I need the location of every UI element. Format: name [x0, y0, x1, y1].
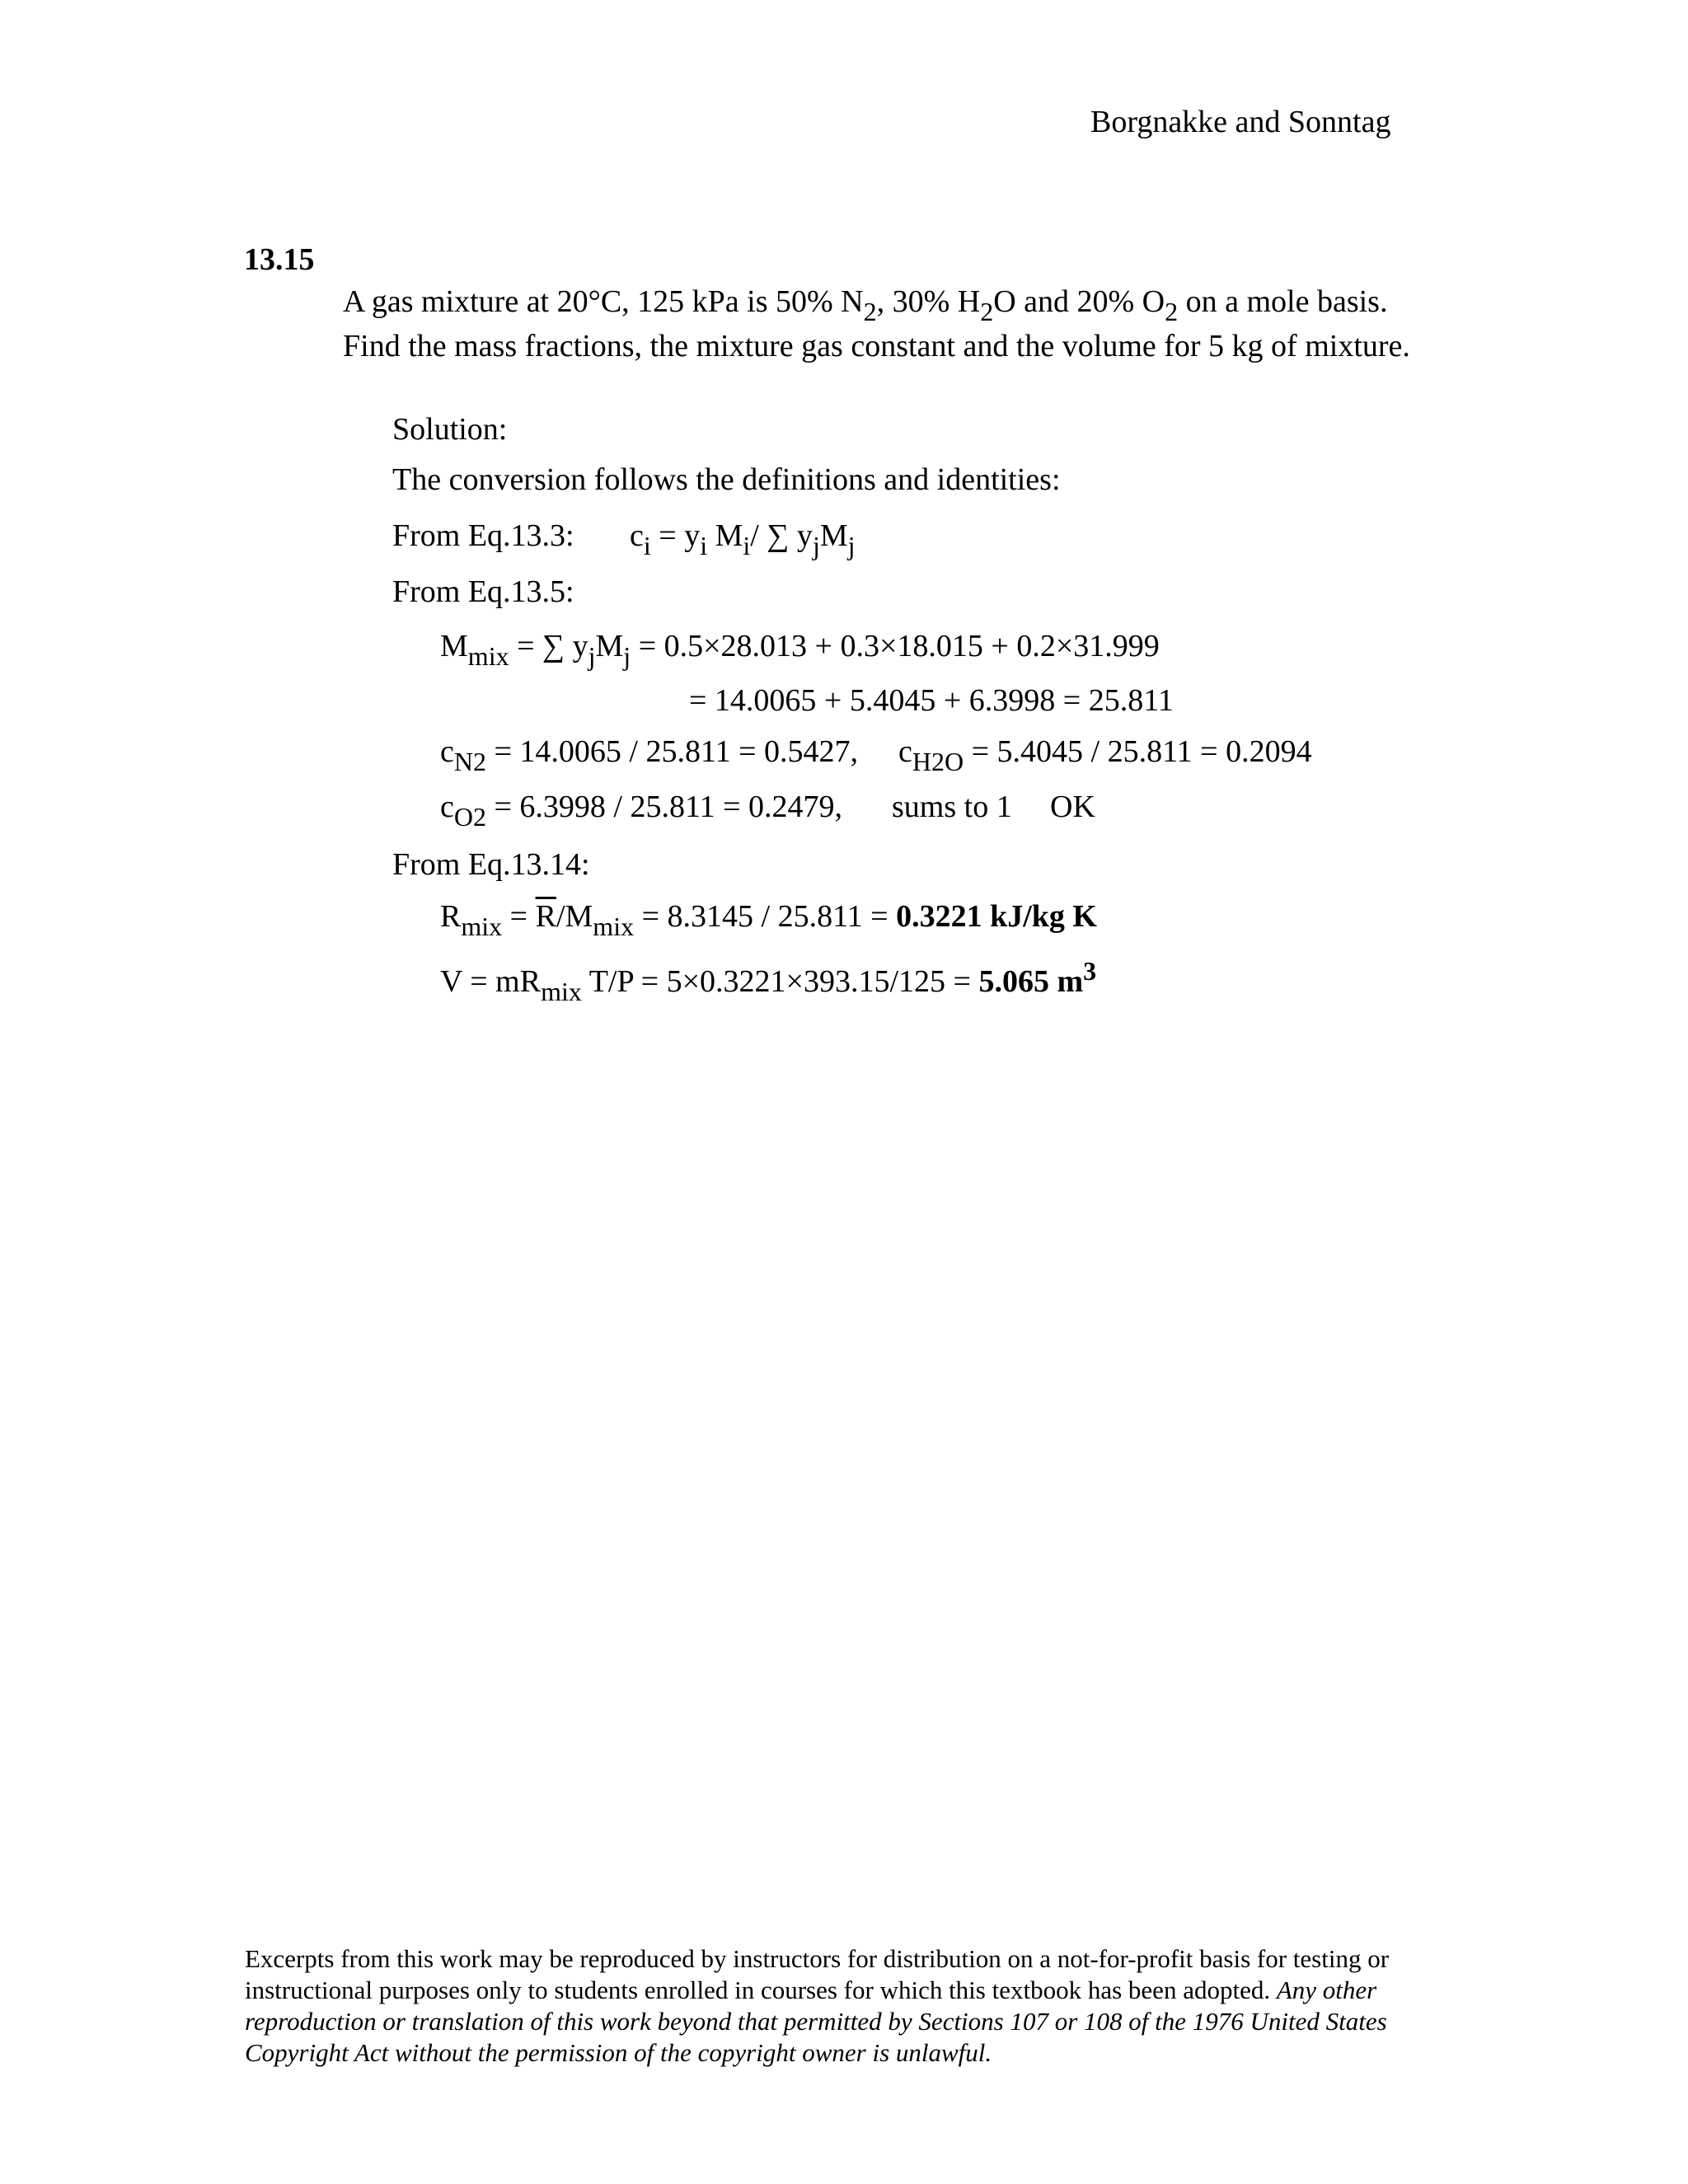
formula-text: c: [440, 734, 454, 769]
eq13-3-formula: [630, 518, 856, 560]
c-h2o-equation: [898, 734, 1312, 776]
formula-text: M: [440, 629, 468, 663]
subscript: mix: [593, 912, 635, 941]
c-n2-equation: [440, 734, 858, 776]
rmix-equation: [440, 899, 1097, 941]
volume-equation: [440, 956, 1097, 1006]
formula-text: = y: [650, 518, 701, 553]
h2o-subscript: 2: [980, 297, 994, 326]
o2-subscript: 2: [1165, 297, 1179, 326]
subscript: i: [743, 531, 751, 560]
subscript: mix: [541, 977, 582, 1006]
mmix-equation: [440, 629, 1160, 671]
formula-text: c: [440, 790, 454, 824]
formula-text: = 6.3998 / 25.811 = 0.2479,: [485, 790, 842, 824]
formula-text: =: [502, 899, 536, 934]
formula-text: c: [898, 734, 912, 769]
volume-result: 5.065 m: [978, 964, 1084, 999]
c-symbol: c: [630, 518, 644, 553]
subscript: i: [700, 531, 708, 560]
subscript: i: [643, 531, 651, 560]
formula-text: = 0.5×28.013 + 0.3×18.015 + 0.2×31.999: [631, 629, 1160, 663]
subscript: O2: [453, 802, 486, 832]
statement-text: , 30% H: [876, 284, 981, 319]
eq13-14-label: From Eq.13.14:: [392, 847, 590, 882]
problem-number: 13.15: [244, 242, 315, 277]
formula-text: M: [595, 629, 624, 663]
rmix-result: 0.3221 kJ/kg K: [896, 899, 1097, 934]
formula-text: = 8.3145 / 25.811 =: [634, 899, 897, 934]
ok-note: OK: [1050, 790, 1095, 824]
sums-to-one-note: sums to 1: [892, 790, 1012, 824]
footer-text: Excerpts from this work may be reproduced by instructors for distribution on a not-for-profit basis for testing or instructional purposes only to students enrolled in courses for which this textbook has been adopted.: [245, 1944, 1390, 2004]
subscript: mix: [467, 641, 509, 671]
solution-intro: The conversion follows the definitions and identities:: [392, 462, 1061, 497]
statement-text: on a mole basis. Find the mass fractions, the mixture gas constant and the volume for 5 kg of mixture.: [343, 284, 1410, 363]
subscript: j: [812, 531, 820, 560]
formula-text: T/P = 5×0.3221×393.15/125 =: [581, 964, 979, 999]
formula-text: = 5.4045 / 25.811 = 0.2094: [964, 734, 1312, 769]
formula-text: M: [819, 518, 848, 553]
superscript: 3: [1083, 956, 1097, 986]
problem-statement: [343, 280, 1447, 368]
formula-text: / ∑ y: [750, 518, 813, 553]
statement-text: A gas mixture at 20°C, 125 kPa is 50% N: [343, 284, 864, 319]
subscript: mix: [461, 912, 503, 941]
subscript: N2: [453, 747, 486, 776]
solution-label: Solution:: [392, 412, 508, 447]
n2-subscript: 2: [863, 297, 877, 326]
footer-italic-text: Any other reproduction or translation of this work beyond that permitted by Sections 107 or 108 of the 1976 United States Copyright Act without the permission of the copyright owner is unlawful.: [245, 1975, 1387, 2067]
mmix-result-line: = 14.0065 + 5.4045 + 6.3998 = 25.811: [689, 683, 1174, 718]
copyright-footer: [245, 1943, 1432, 2069]
formula-text: /M: [556, 899, 593, 934]
formula-text: R: [440, 899, 462, 934]
eq13-3-label: From Eq.13.3:: [392, 518, 574, 553]
page-header-authors: Borgnakke and Sonntag: [1090, 105, 1391, 139]
subscript: j: [847, 531, 856, 560]
subscript: H2O: [912, 747, 964, 776]
r-bar-symbol: $\overline{R}$: [535, 899, 556, 934]
formula-text: V = mR: [440, 964, 542, 999]
formula-text: = 14.0065 / 25.811 = 0.5427,: [485, 734, 858, 769]
statement-text: O and 20% O: [993, 284, 1165, 319]
c-o2-equation: [440, 790, 842, 832]
formula-text: M: [707, 518, 743, 553]
formula-text: = ∑ y: [509, 629, 588, 663]
eq13-5-label: From Eq.13.5:: [392, 574, 574, 609]
subscript: j: [588, 641, 596, 671]
subscript: j: [623, 641, 631, 671]
